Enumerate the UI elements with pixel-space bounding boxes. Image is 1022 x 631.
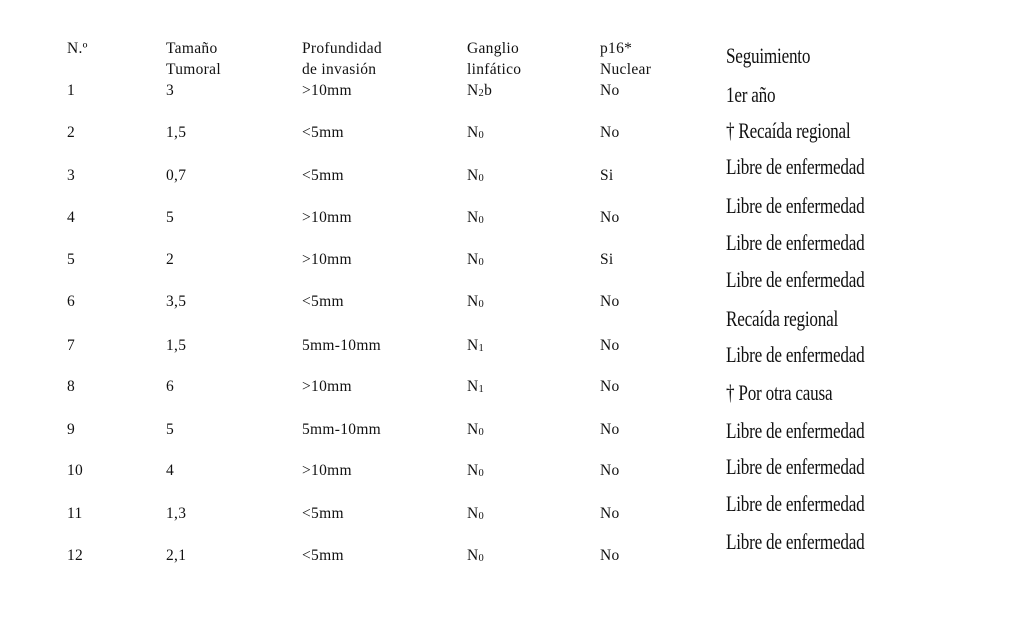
- node-stage-base: N: [467, 124, 479, 141]
- node-stage-suffix: b: [484, 82, 493, 99]
- node-stage-base: N: [467, 251, 479, 268]
- cell-number: 2: [67, 124, 76, 141]
- header-number: [67, 38, 88, 59]
- cell-tumor-size: 2,1: [166, 547, 187, 564]
- header-p16-line1: p16*: [600, 40, 633, 57]
- cell-invasion-depth: >10mm: [302, 209, 352, 226]
- cell-number: 3: [67, 167, 76, 184]
- node-stage-subscript: 1: [478, 343, 485, 354]
- node-stage-subscript: 0: [478, 427, 485, 438]
- header-tumor-size-line2: Tumoral: [166, 61, 221, 78]
- cell-invasion-depth: <5mm: [302, 167, 344, 184]
- cell-invasion-depth: <5mm: [302, 547, 344, 564]
- followup-entry: † Recaída regional: [726, 118, 851, 143]
- node-stage-subscript: 0: [478, 130, 485, 141]
- cell-invasion-depth: 5mm-10mm: [302, 421, 382, 438]
- cell-tumor-size: 1,3: [166, 505, 187, 522]
- node-stage-subscript: 0: [478, 257, 485, 268]
- cell-invasion-depth: >10mm: [302, 251, 352, 268]
- cell-tumor-size: 0,7: [166, 167, 187, 184]
- node-stage-base: N: [467, 547, 479, 564]
- followup-entry: Libre de enfermedad: [726, 267, 865, 292]
- cell-invasion-depth: 5mm-10mm: [302, 337, 382, 354]
- cell-lymph-node: [467, 376, 484, 397]
- cell-invasion-depth: >10mm: [302, 462, 352, 479]
- followup-entry: Libre de enfermedad: [726, 193, 865, 218]
- cell-number: 5: [67, 251, 76, 268]
- cell-p16: No: [600, 421, 620, 438]
- cell-p16: No: [600, 337, 620, 354]
- cell-tumor-size: 5: [166, 209, 175, 226]
- header-lymph-node-line2: linfático: [467, 61, 522, 78]
- cell-lymph-node: [467, 291, 484, 312]
- followup-entry: Libre de enfermedad: [726, 342, 865, 367]
- cell-lymph-node: [467, 503, 484, 524]
- cell-number: 10: [67, 462, 84, 479]
- followup-entry: Libre de enfermedad: [726, 529, 865, 554]
- header-number-line1: N.º: [67, 40, 88, 57]
- header-followup: Seguimiento: [726, 43, 811, 68]
- cell-invasion-depth: <5mm: [302, 124, 344, 141]
- cell-lymph-node: [467, 122, 484, 143]
- cell-p16: No: [600, 293, 620, 310]
- cell-p16: No: [600, 82, 620, 99]
- cell-tumor-size: 3,5: [166, 293, 187, 310]
- node-stage-subscript: 0: [478, 553, 485, 564]
- cell-invasion-depth: <5mm: [302, 505, 344, 522]
- header-followup-subtitle: 1er año: [726, 82, 776, 107]
- node-stage-subscript: 0: [478, 299, 485, 310]
- cell-lymph-node: [467, 545, 484, 566]
- node-stage-base: N: [467, 505, 479, 522]
- cell-p16: No: [600, 124, 620, 141]
- header-p16-nuclear: [600, 38, 651, 80]
- node-stage-base: N: [467, 462, 479, 479]
- cell-tumor-size: 6: [166, 378, 175, 395]
- node-stage-base: N: [467, 82, 479, 99]
- header-invasion-depth: [302, 38, 382, 80]
- cell-number: 9: [67, 421, 76, 438]
- cell-p16: No: [600, 547, 620, 564]
- cell-number: 7: [67, 337, 76, 354]
- node-stage-subscript: 2: [478, 88, 485, 99]
- cell-number: 6: [67, 293, 76, 310]
- cell-lymph-node: [467, 80, 492, 101]
- header-invasion-depth-line2: de invasión: [302, 61, 377, 78]
- cell-p16: No: [600, 462, 620, 479]
- node-stage-subscript: 1: [478, 384, 485, 395]
- node-stage-base: N: [467, 337, 479, 354]
- cell-lymph-node: [467, 165, 484, 186]
- cell-tumor-size: 5: [166, 421, 175, 438]
- node-stage-subscript: 0: [478, 215, 485, 226]
- cell-tumor-size: 3: [166, 82, 175, 99]
- node-stage-base: N: [467, 378, 479, 395]
- cell-tumor-size: 1,5: [166, 124, 187, 141]
- cell-p16: Si: [600, 167, 614, 184]
- node-stage-subscript: 0: [478, 511, 485, 522]
- cell-p16: Si: [600, 251, 614, 268]
- followup-entry: Libre de enfermedad: [726, 454, 865, 479]
- cell-lymph-node: [467, 419, 484, 440]
- cell-lymph-node: [467, 460, 484, 481]
- cell-invasion-depth: <5mm: [302, 293, 344, 310]
- node-stage-base: N: [467, 293, 479, 310]
- cell-invasion-depth: >10mm: [302, 378, 352, 395]
- cell-number: 11: [67, 505, 83, 522]
- followup-entry: Libre de enfermedad: [726, 230, 865, 255]
- followup-entry: Libre de enfermedad: [726, 418, 865, 443]
- header-lymph-node: [467, 38, 521, 80]
- cell-tumor-size: 2: [166, 251, 175, 268]
- header-p16-line2: Nuclear: [600, 61, 652, 78]
- cell-lymph-node: [467, 249, 484, 270]
- followup-entry: † Por otra causa: [726, 380, 833, 405]
- followup-entry: Libre de enfermedad: [726, 154, 865, 179]
- header-invasion-depth-line1: Profundidad: [302, 40, 382, 57]
- cell-number: 8: [67, 378, 76, 395]
- cell-invasion-depth: >10mm: [302, 82, 352, 99]
- cell-tumor-size: 1,5: [166, 337, 187, 354]
- node-stage-subscript: 0: [478, 468, 485, 479]
- node-stage-base: N: [467, 421, 479, 438]
- cell-number: 12: [67, 547, 84, 564]
- cell-lymph-node: [467, 207, 484, 228]
- cell-p16: No: [600, 505, 620, 522]
- cell-tumor-size: 4: [166, 462, 175, 479]
- node-stage-base: N: [467, 167, 479, 184]
- followup-entry: Libre de enfermedad: [726, 491, 865, 516]
- node-stage-base: N: [467, 209, 479, 226]
- cell-number: 4: [67, 209, 76, 226]
- cell-p16: No: [600, 209, 620, 226]
- header-tumor-size-line1: Tamaño: [166, 40, 218, 57]
- cell-lymph-node: [467, 335, 484, 356]
- cell-p16: No: [600, 378, 620, 395]
- followup-entry: Recaída regional: [726, 306, 839, 331]
- header-lymph-node-line1: Ganglio: [467, 40, 520, 57]
- cell-number: 1: [67, 82, 76, 99]
- header-tumor-size: [166, 38, 221, 80]
- node-stage-subscript: 0: [478, 173, 485, 184]
